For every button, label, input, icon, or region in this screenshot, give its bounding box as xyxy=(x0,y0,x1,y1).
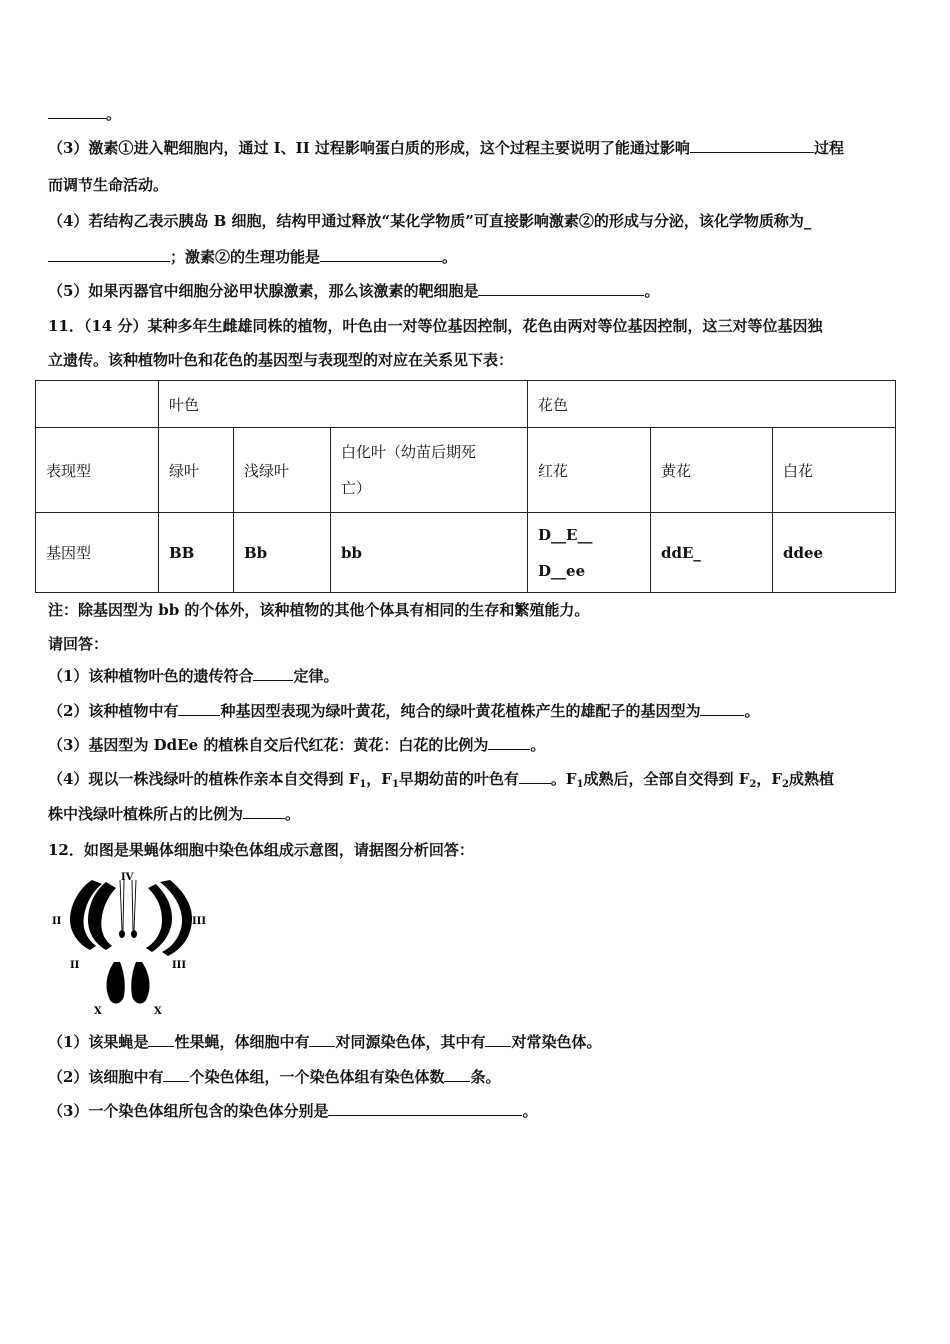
q11-note: 注：除基因型为 bb 的个体外，该种植物的其他个体具有相同的生存和繁殖能力。 xyxy=(48,601,590,619)
answer-blank[interactable] xyxy=(309,1032,335,1047)
q12-intro: 12．如图是果蝇体细胞中染色体组成示意图，请据图分析回答： xyxy=(48,841,474,859)
chromosome-iv-left xyxy=(119,930,125,938)
chromosome-iii-left xyxy=(146,884,172,952)
answer-blank[interactable] xyxy=(243,804,285,819)
label-iii-upper: III xyxy=(192,916,207,927)
table-header-leaf-color: 叶色 xyxy=(159,381,528,428)
table-cell: ddee xyxy=(773,513,896,593)
table-cell: D__E__ D__ee xyxy=(528,513,651,593)
q11-intro: 11．（14 分）某种多年生雌雄同株的植物，叶色由一对等位基因控制，花色由两对等位基因控制，这三对等位基因独 xyxy=(48,317,823,335)
q10-part4: （4）若结构乙表示胰岛 B 细胞，结构甲通过释放“某化学物质”可直接影响激素②的形成与分泌，该化学物质称为_ xyxy=(48,212,812,230)
answer-blank[interactable] xyxy=(444,1067,470,1082)
table-row xyxy=(36,381,896,428)
table-cell: ddE_ xyxy=(651,513,773,593)
q11-intro-cont: 立遗传。该种植物叶色和花色的基因型与表现型的对应在关系见下表： xyxy=(48,351,514,369)
table-cell: 白化叶（幼苗后期死 亡） xyxy=(331,428,528,513)
q10-part3-cont: 而调节生命活动。 xyxy=(48,176,169,194)
q11-part1: （1）该种植物叶色的遗传符合 定律。 xyxy=(48,667,339,685)
table-cell: bb xyxy=(331,513,528,593)
genotype-phenotype-table xyxy=(35,380,896,593)
chromosome-iv-right xyxy=(131,930,137,938)
table-cell: Bb xyxy=(234,513,331,593)
q11-part4: （4）现以一株浅绿叶的植株作亲本自交得到 $F_1$，$F_1$早期幼苗的叶色有 。$F_1$成熟后，全部自交得到 $F_2$，$F_2$成熟植 xyxy=(48,770,835,790)
answer-blank[interactable] xyxy=(48,104,106,119)
q12-part1: （1）该果蝇是 性果蝇，体细胞中有 对同源染色体，其中有 对常染色体。 xyxy=(48,1033,602,1051)
q10-part3: （3）激素①进入靶细胞内，通过 I、II 过程影响蛋白质的形成，这个过程主要说明了能通过影响 过程 xyxy=(48,139,844,157)
label-ii-lower: II xyxy=(70,960,80,971)
chromosome-diagram xyxy=(48,868,213,1018)
q10-part5: （5）如果丙器官中细胞分泌甲状腺激素，那么该激素的靶细胞是 。 xyxy=(48,282,660,300)
answer-blank[interactable] xyxy=(485,1032,511,1047)
table-cell xyxy=(36,381,159,428)
chromosome-x-left xyxy=(107,962,125,1003)
q12-part3: （3）一个染色体组所包含的染色体分别是 。 xyxy=(48,1102,538,1120)
table-header-flower-color: 花色 xyxy=(528,381,896,428)
answer-blank[interactable] xyxy=(519,769,551,784)
table-row xyxy=(36,428,896,513)
answer-blank[interactable] xyxy=(488,735,530,750)
q11-ask: 请回答： xyxy=(48,635,109,653)
answer-blank[interactable] xyxy=(700,701,744,716)
table-row-label: 基因型 xyxy=(36,513,159,593)
q12-part2: （2）该细胞中有 个染色体组，一个染色体组有染色体数 条。 xyxy=(48,1068,501,1086)
label-x-left: X xyxy=(94,1006,102,1017)
table-cell: BB xyxy=(159,513,234,593)
label-iv: IV xyxy=(121,872,134,883)
answer-blank[interactable] xyxy=(253,666,293,681)
table-row-label: 表现型 xyxy=(36,428,159,513)
table-cell: 浅绿叶 xyxy=(234,428,331,513)
answer-blank[interactable] xyxy=(148,1032,174,1047)
answer-blank[interactable] xyxy=(163,1067,189,1082)
table-cell: 黄花 xyxy=(651,428,773,513)
answer-blank[interactable] xyxy=(320,247,442,262)
chromosome-x-right xyxy=(131,962,149,1003)
label-ii-upper: II xyxy=(52,916,62,927)
label-iii-lower: III xyxy=(172,960,187,971)
answer-blank[interactable] xyxy=(328,1101,522,1116)
q10-part4-cont: ；激素②的生理功能是 。 xyxy=(48,247,457,267)
q11-part4-cont: 株中浅绿叶植株所占的比例为 。 xyxy=(48,805,301,823)
q11-part3: （3）基因型为 DdEe 的植株自交后代红花：黄花：白花的比例为 。 xyxy=(48,736,546,754)
answer-blank[interactable] xyxy=(48,247,170,262)
label-x-right: X xyxy=(154,1006,162,1017)
table-row xyxy=(36,513,896,593)
table-cell: 红花 xyxy=(528,428,651,513)
answer-blank[interactable] xyxy=(478,281,644,296)
q11-part2: （2）该种植物中有 种基因型表现为绿叶黄花，纯合的绿叶黄花植株产生的雄配子的基因型为 。 xyxy=(48,702,760,720)
q10-line0: 。 xyxy=(48,104,121,124)
answer-blank[interactable] xyxy=(690,138,814,153)
table-cell: 绿叶 xyxy=(159,428,234,513)
answer-blank[interactable] xyxy=(178,701,220,716)
table-cell: 白花 xyxy=(773,428,896,513)
